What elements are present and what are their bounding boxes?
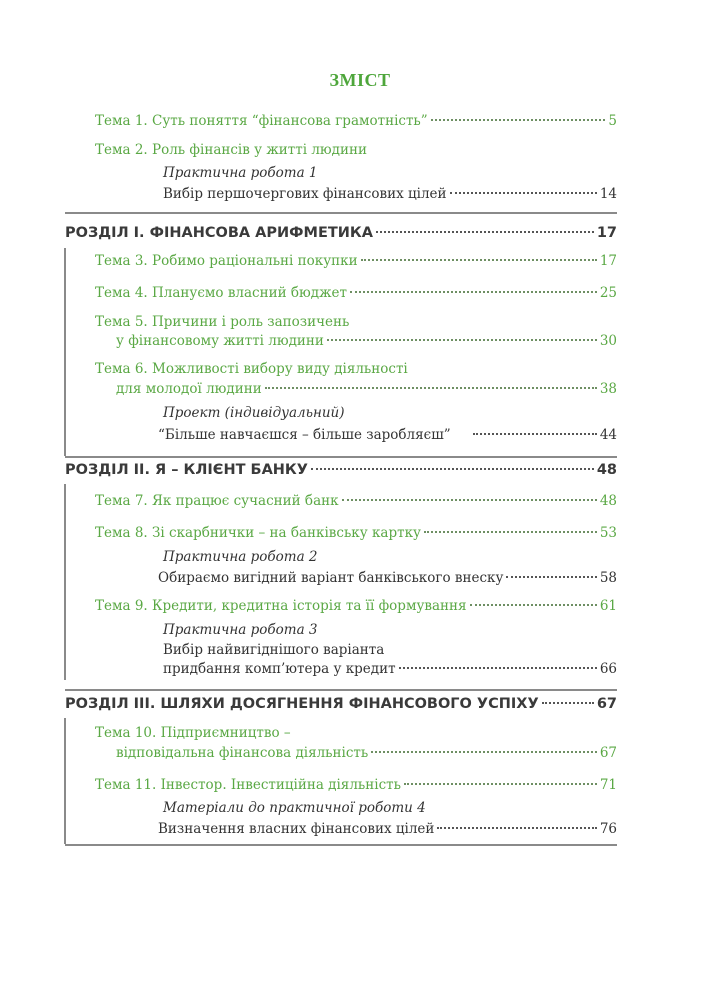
toc-entry-practical-3[interactable] [163,661,617,677]
leader-dots [342,499,597,501]
toc-page-number: 5 [608,113,617,129]
toc-entry-topic-10-line1: Тема 10. Підприємництво – [95,725,291,741]
toc-section-label: РОЗДІЛ ІІІ. ШЛЯХИ ДОСЯГНЕННЯ ФІНАНСОВОГО УСПІХУ [65,696,539,712]
project-kind: Проект (індивідуальний) [163,405,345,421]
leader-dots [350,291,597,293]
toc-entry-topic-4[interactable] [95,285,617,301]
leader-dots [399,667,597,669]
section-vertical-rule [64,718,66,844]
toc-page-number: 17 [599,253,617,269]
leader-dots [371,751,597,753]
leader-dots [327,339,597,341]
leader-dots [431,119,606,121]
toc-page-number: 58 [599,570,617,586]
toc-section-label: РОЗДІЛ ІІ. Я – КЛІЄНТ БАНКУ [65,462,308,478]
toc-entry-label: Тема 9. Кредити, кредитна історія та її формування [95,598,467,614]
toc-entry-label: Тема 1. Суть поняття “фінансова грамотність” [95,113,428,129]
toc-entry-label: для молодої людини [116,381,262,397]
practical-work-4-kind: Матеріали до практичної роботи 4 [163,800,426,816]
toc-entry-practical-1[interactable] [163,186,617,202]
toc-page-number: 38 [599,381,617,397]
toc-entry-label: придбання комп’ютера у кредит [163,661,396,677]
toc-entry-label: у фінансовому житті людини [116,333,324,349]
toc-entry-practical-3-line1: Вибір найвигіднішого варіанта [163,642,385,658]
toc-entry-topic-7[interactable] [95,493,617,509]
toc-page-number: 67 [596,696,617,712]
toc-entry-topic-8[interactable] [95,525,617,541]
toc-entry-practical-2[interactable] [158,570,617,586]
divider [65,212,617,214]
toc-section-1[interactable] [65,225,617,241]
toc-entry-topic-5-line1: Тема 5. Причини і роль запозичень [95,314,350,330]
leader-dots [424,531,597,533]
toc-page-number: 71 [599,777,617,793]
toc-page-number: 76 [599,821,617,837]
toc-page-number: 66 [599,661,617,677]
leader-dots [265,387,597,389]
toc-page-number: 48 [596,462,617,478]
practical-work-1-kind: Практична робота 1 [163,165,318,181]
toc-entry-label: Обираємо вигідний варіант банківського внеску [158,570,504,586]
section-vertical-rule [64,248,66,456]
toc-page-number: 44 [599,427,617,443]
toc-page-number: 17 [596,225,617,241]
toc-entry-topic-11[interactable] [95,777,617,793]
toc-entry-label: Тема 7. Як працює сучасний банк [95,493,339,509]
toc-entry-label: Тема 3. Робимо раціональні покупки [95,253,358,269]
leader-dots [311,468,594,470]
leader-dots [437,827,596,829]
divider [65,456,617,458]
toc-entry-label: Вибір першочергових фінансових цілей [163,186,447,202]
divider [65,844,617,846]
toc-entry-label: Визначення власних фінансових цілей [158,821,435,837]
toc-entry-topic-3[interactable] [95,253,617,269]
toc-entry-topic-10[interactable] [116,745,617,761]
toc-entry-topic-1[interactable] [95,113,617,129]
toc-entry-label: “Більше навчаєшся – більше заробляєш” [158,427,451,443]
leader-dots [470,604,597,606]
leader-dots [506,576,596,578]
toc-section-2[interactable] [65,462,617,478]
toc-entry-project[interactable] [158,427,617,443]
toc-entry-topic-2[interactable] [95,142,367,158]
toc-page-number: 67 [599,745,617,761]
toc-entry-practical-4[interactable] [158,821,617,837]
leader-dots [376,231,594,233]
toc-entry-topic-6[interactable] [116,381,617,397]
toc-entry-label: Тема 8. Зі скарбнички – на банківську картку [95,525,421,541]
toc-entry-topic-9[interactable] [95,598,617,614]
practical-work-2-kind: Практична робота 2 [163,549,318,565]
section-vertical-rule [64,484,66,680]
toc-entry-topic-5[interactable] [116,333,617,349]
practical-work-3-kind: Практична робота 3 [163,622,318,638]
leader-dots [450,192,597,194]
toc-page-number: 48 [599,493,617,509]
leader-dots [404,783,597,785]
toc-page-number: 61 [599,598,617,614]
divider [65,689,617,691]
leader-dots [542,702,594,704]
toc-entry-topic-6-line1: Тема 6. Можливості вибору виду діяльності [95,361,408,377]
leader-dots [361,259,597,261]
page-title: ЗМІСТ [329,70,391,90]
leader-dots [473,433,597,435]
toc-entry-label: Тема 11. Інвестор. Інвестиційна діяльність [95,777,401,793]
toc-page-number: 25 [599,285,617,301]
toc-entry-label: Тема 2. Роль фінансів у житті людини [95,142,367,158]
toc-entry-label: відповідальна фінансова діяльність [116,745,369,761]
toc-section-label: РОЗДІЛ І. ФІНАНСОВА АРИФМЕТИКА [65,225,373,241]
toc-page-number: 14 [599,186,617,202]
toc-page-number: 30 [599,333,617,349]
toc-section-3[interactable] [65,696,617,712]
toc-entry-label: Тема 4. Плануємо власний бюджет [95,285,347,301]
toc-page-number: 53 [599,525,617,541]
